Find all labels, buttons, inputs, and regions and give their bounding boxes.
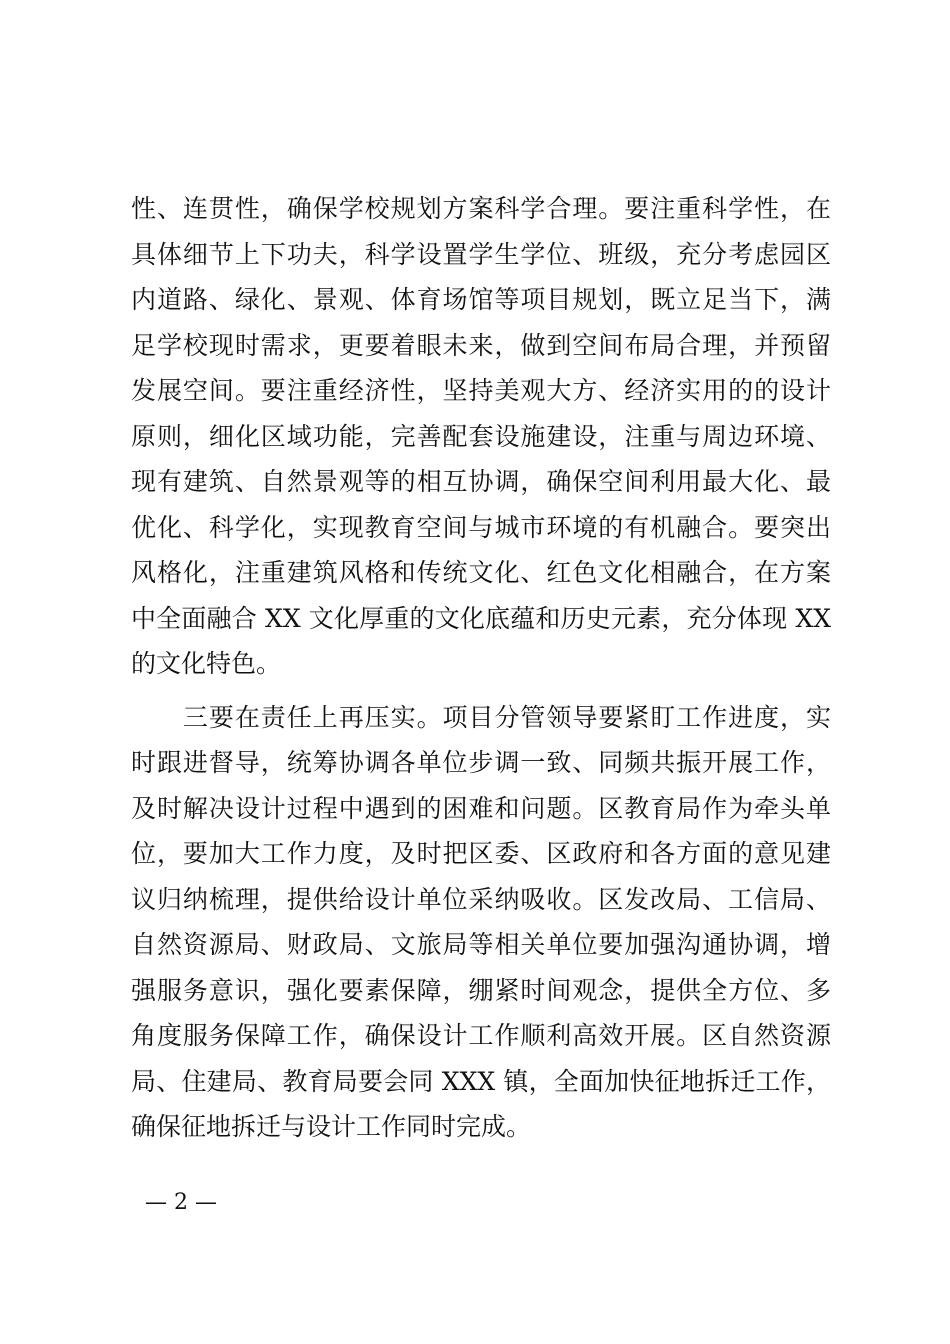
text-line: 原则，细化区域功能，完善配套设施建设，注重与周边环境、 xyxy=(131,421,831,451)
text-line: 强服务意识，强化要素保障，绷紧时间观念，提供全方位、多 xyxy=(131,975,831,1005)
text-line: 局、住建局、教育局要会同 XXX 镇，全面加快征地拆迁工作， xyxy=(131,1066,831,1096)
paragraph xyxy=(131,186,831,687)
text-line: 自然资源局、财政局、文旅局等相关单位要加强沟通协调，增 xyxy=(131,930,831,959)
text-line: 位，要加大工作力度，及时把区委、区政府和各方面的意见建 xyxy=(131,839,831,868)
text-line: 发展空间。要注重经济性，坚持美观大方、经济实用的的设计 xyxy=(131,376,831,405)
text-line: 性、连贯性，确保学校规划方案科学合理。要注重科学性，在 xyxy=(131,194,831,223)
paragraph-spacing xyxy=(131,687,831,695)
text-line: 确保征地拆迁与设计工作同时完成。 xyxy=(131,1112,532,1141)
text-line: 三要在责任上再压实。项目分管领导要紧盯工作进度，实 xyxy=(131,702,831,732)
text-line: 内道路、绿化、景观、体育场馆等项目规划，既立足当下，满 xyxy=(131,285,831,314)
text-line: 优化、科学化，实现教育空间与城市环境的有机融合。要突出 xyxy=(131,512,831,542)
text-line: 时跟进督导，统筹协调各单位步调一致、同频共振开展工作， xyxy=(131,748,831,777)
text-line: 现有建筑、自然景观等的相互协调，确保空间利用最大化、最 xyxy=(131,467,831,496)
text-line: 足学校现时需求，更要着眼未来，做到空间布局合理，并预留 xyxy=(131,330,831,360)
text-line: 角度服务保障工作，确保设计工作顺利高效开展。区自然资源 xyxy=(131,1021,831,1050)
document-body xyxy=(131,186,831,1150)
text-line: 具体细节上下功夫，科学设置学生学位、班级，充分考虑园区 xyxy=(131,239,831,269)
text-line: 及时解决设计过程中遇到的困难和问题。区教育局作为牵头单 xyxy=(131,793,831,823)
text-line: 中全面融合 XX 文化厚重的文化底蕴和历史元素，充分体现 XX xyxy=(131,603,831,633)
paragraph xyxy=(131,695,831,1150)
text-line: 风格化，注重建筑风格和传统文化、红色文化相融合，在方案 xyxy=(131,558,831,587)
text-line: 议归纳梳理，提供给设计单位采纳吸收。区发改局、工信局、 xyxy=(131,884,831,914)
page-number: — 2 — xyxy=(145,1190,217,1215)
text-line: 的文化特色。 xyxy=(131,649,282,678)
